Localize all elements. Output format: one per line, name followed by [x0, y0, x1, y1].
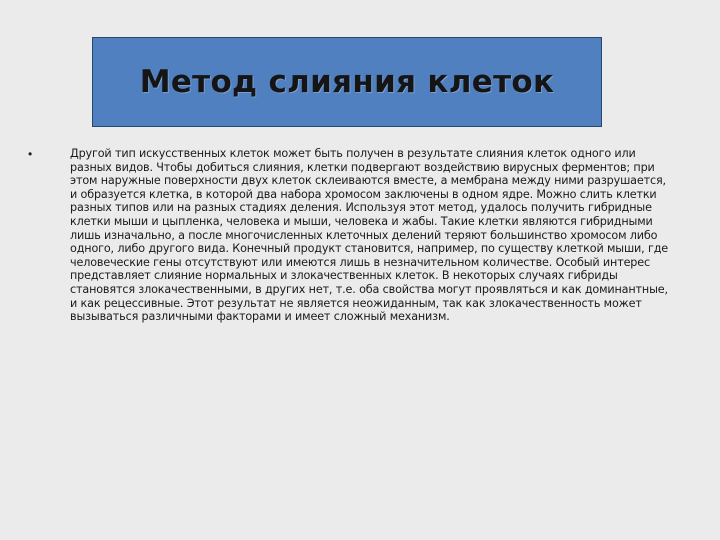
- body-paragraph: Другой тип искусственных клеток может быть получен в результате слияния клеток одного или разных видов. Чтобы добиться слияния, клетки подвергают воздействию вирусных ферментов; при этом наружные поверхности двух клеток склеиваются вместе, а мембрана между ними разрушается, и образуется клетка, в которой два набора хромосом заключены в одном ядре. Можно слить клетки разных типов или на разных стадиях деления. Используя этот метод, удалось получить гибридные клетки мыши и цыпленка, человека и мыши, человека и жабы. Такие клетки являются гибридными лишь изначально, а после многочисленных клеточных делений теряют большинство хромосом либо одного, либо другого вида. Конечный продукт становится, например, по существу клеткой мыши, где человеческие гены отсутствуют или имеются лишь в незначительном количестве. Особый интерес представляет слияние нормальных и злокачественных клеток. В некоторых случаях гибриды становятся злокачественными, в других нет, т.е. оба свойства могут проявляться и как доминантные, и как рецессивные. Этот результат не является неожиданным, так как злокачественность может вызываться различными факторами и имеет сложный механизм.: [70, 147, 669, 324]
- bullet-marker: •: [28, 147, 33, 161]
- slide-body: [24, 147, 674, 324]
- slide-title-box: [92, 37, 602, 127]
- slide-title: Метод слияния клеток: [139, 64, 555, 100]
